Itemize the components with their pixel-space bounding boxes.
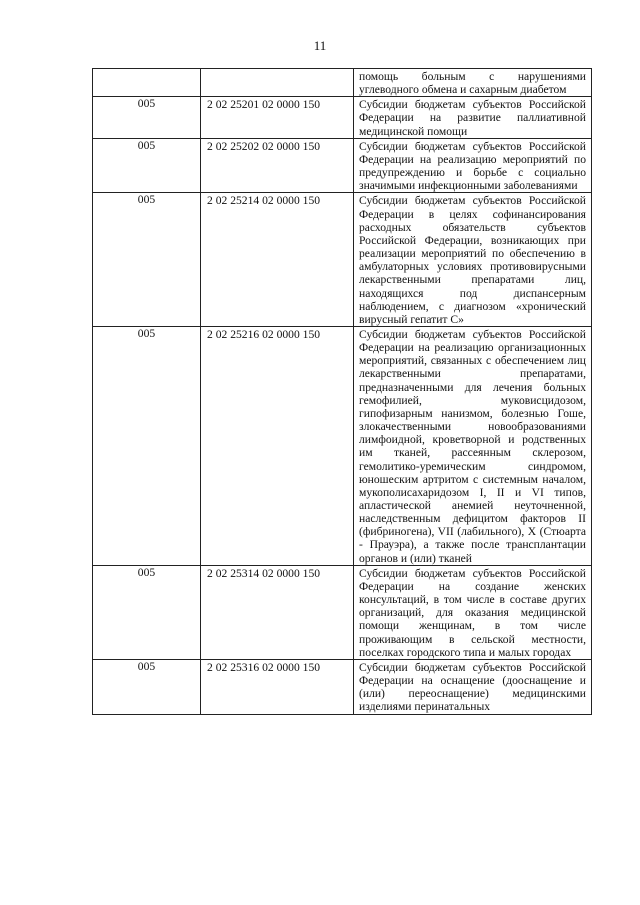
table-row	[93, 97, 592, 138]
table-row	[93, 565, 592, 659]
table-row	[93, 326, 592, 565]
description-cell: Субсидии бюджетам субъектов Российской Федерации в целях софинансирования расходных обязательств субъектов Российской Федерации, возникающих при реализации мероприятий по обеспечению в амбулаторных условиях противовирусными лекарственными препаратами лиц, находящихся под диспансерным наблюдением, с диагнозом «хронический вирусный гепатит С»	[354, 193, 592, 327]
page-number: 11	[313, 38, 327, 53]
kbk-code-cell: 2 02 25202 02 0000 150	[201, 138, 354, 193]
description-cell: Субсидии бюджетам субъектов Российской Федерации на реализацию организационных мероприятий, связанных с обеспечением лиц лекарственными препаратами, предназначенными для лечения больных гемофилией, муковисцидозом, гипофизарным нанизмом, болезнью Гоше, злокачественными новообразованиями лимфоидной, кроветворной и родственных им тканей, рассеянным склерозом, гемолитико-уремическим синдромом, юношеским артритом с системным началом, мукополисахаридозом I, II и VI типов, апластической анемией неуточненной, наследственным дефицитом факторов II (фибриногена), VII (лабильного), X (Стюарта - Прауэра), а также после трансплантации органов и (или) тканей	[354, 326, 592, 565]
admin-code-cell: 005	[93, 97, 201, 138]
description-cell: Субсидии бюджетам субъектов Российской Федерации на оснащение (дооснащение и (или) переоснащение) медицинскими изделиями перинатальных	[354, 659, 592, 714]
admin-code-cell	[93, 69, 201, 97]
table-row	[93, 193, 592, 327]
description-cell: помощь больным с нарушениями углеводного обмена и сахарным диабетом	[354, 69, 592, 97]
admin-code-cell: 005	[93, 565, 201, 659]
kbk-code-cell: 2 02 25316 02 0000 150	[201, 659, 354, 714]
kbk-code-cell: 2 02 25201 02 0000 150	[201, 97, 354, 138]
admin-code-cell: 005	[93, 659, 201, 714]
description-cell: Субсидии бюджетам субъектов Российской Федерации на создание женских консультаций, в том числе в составе других организаций, для оказания медицинской помощи женщинам, в том числе проживающим в сельской местности, поселках городского типа и малых городах	[354, 565, 592, 659]
description-cell: Субсидии бюджетам субъектов Российской Федерации на развитие паллиативной медицинской помощи	[354, 97, 592, 138]
admin-code-cell: 005	[93, 193, 201, 327]
table-row	[93, 659, 592, 714]
kbk-code-cell: 2 02 25214 02 0000 150	[201, 193, 354, 327]
kbk-code-cell	[201, 69, 354, 97]
admin-code-cell: 005	[93, 326, 201, 565]
kbk-code-cell: 2 02 25314 02 0000 150	[201, 565, 354, 659]
kbk-code-cell: 2 02 25216 02 0000 150	[201, 326, 354, 565]
admin-code-cell: 005	[93, 138, 201, 193]
table-row	[93, 138, 592, 193]
table-row	[93, 69, 592, 97]
description-cell: Субсидии бюджетам субъектов Российской Федерации на реализацию мероприятий по предупреждению и борьбе с социально значимыми инфекционными заболеваниями	[354, 138, 592, 193]
budget-revenue-table	[92, 68, 592, 715]
